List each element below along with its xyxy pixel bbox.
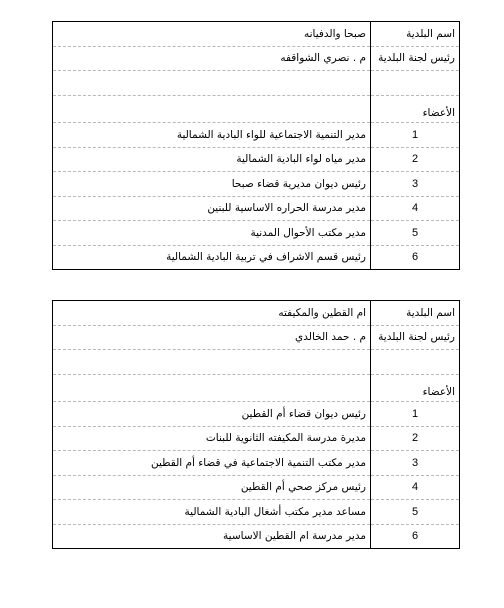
member-title: رئيس ديوان مديرية قضاء صبحا bbox=[53, 172, 371, 197]
blank-cell bbox=[53, 71, 371, 96]
member-row bbox=[53, 500, 459, 525]
member-title: مدير مدرسة الحراره الاساسية للبنين bbox=[53, 196, 371, 221]
municipality-label: اسم البلدية bbox=[371, 301, 460, 325]
municipality-table-sabha bbox=[52, 21, 460, 270]
member-row bbox=[53, 147, 459, 172]
member-number: 3 bbox=[371, 451, 460, 476]
member-number: 5 bbox=[371, 500, 460, 525]
chair-row bbox=[53, 325, 459, 350]
header-row bbox=[53, 301, 459, 325]
municipality-grid bbox=[53, 301, 459, 548]
member-number: 4 bbox=[371, 196, 460, 221]
blank-cell bbox=[371, 71, 460, 96]
member-number: 5 bbox=[371, 221, 460, 246]
member-title: مدير مكتب الأحوال المدنية bbox=[53, 221, 371, 246]
member-title: رئيس ديوان قضاء أم القطين bbox=[53, 402, 371, 427]
chair-label: رئيس لجنة البلدية bbox=[371, 325, 460, 350]
municipality-table-umm-al-qutain bbox=[52, 300, 460, 549]
member-row bbox=[53, 172, 459, 197]
member-title: مساعد مدير مكتب أشغال البادية الشمالية bbox=[53, 500, 371, 525]
header-row bbox=[53, 22, 459, 46]
blank-row bbox=[53, 71, 459, 96]
member-title: مديرة مدرسة المكيفته الثانوية للبنات bbox=[53, 426, 371, 451]
chair-label: رئيس لجنة البلدية bbox=[371, 46, 460, 71]
member-row bbox=[53, 524, 459, 548]
member-row bbox=[53, 196, 459, 221]
member-title: رئيس قسم الاشراف في تربية البادية الشمالية bbox=[166, 251, 366, 264]
member-number: 2 bbox=[371, 147, 460, 172]
member-number: 1 bbox=[371, 402, 460, 427]
member-row bbox=[53, 451, 459, 476]
blank-row bbox=[53, 350, 459, 375]
member-title: مدير التنمية الاجتماعية للواء البادية الشمالية bbox=[53, 123, 371, 148]
member-row bbox=[53, 426, 459, 451]
municipality-grid bbox=[53, 22, 459, 269]
members-label: الأعضاء bbox=[371, 95, 460, 123]
member-number: 4 bbox=[371, 475, 460, 500]
chair-name: م . نصري الشواقفه bbox=[53, 46, 371, 71]
member-number: 1 bbox=[371, 123, 460, 148]
member-row bbox=[53, 221, 459, 246]
members-label: الأعضاء bbox=[371, 374, 460, 402]
member-title: رئيس مركز صحي أم القطين bbox=[53, 475, 371, 500]
member-row bbox=[53, 402, 459, 427]
member-row bbox=[53, 123, 459, 148]
members-header-row bbox=[53, 95, 459, 123]
member-number: 6 bbox=[371, 245, 460, 269]
member-number: 3 bbox=[371, 172, 460, 197]
chair-name: م . حمد الخالدي bbox=[53, 325, 371, 350]
blank-cell bbox=[53, 350, 371, 375]
municipality-name: ام القطين والمكيفته bbox=[53, 301, 371, 325]
member-row bbox=[53, 475, 459, 500]
blank-cell bbox=[371, 350, 460, 375]
chair-row bbox=[53, 46, 459, 71]
member-number: 6 bbox=[371, 524, 460, 548]
member-title: مدير مكتب التنمية الاجتماعية في قضاء أم القطين bbox=[53, 451, 371, 476]
blank-cell bbox=[53, 374, 371, 402]
member-row bbox=[53, 245, 459, 269]
municipality-name: صبحا والدفيانه bbox=[53, 22, 371, 46]
municipality-label: اسم البلدية bbox=[371, 22, 460, 46]
members-header-row bbox=[53, 374, 459, 402]
blank-cell bbox=[53, 95, 371, 123]
member-number: 2 bbox=[371, 426, 460, 451]
member-title: مدير مدرسة ام القطين الاساسية bbox=[223, 530, 366, 543]
member-title: مدير مياه لواء البادية الشمالية bbox=[53, 147, 371, 172]
